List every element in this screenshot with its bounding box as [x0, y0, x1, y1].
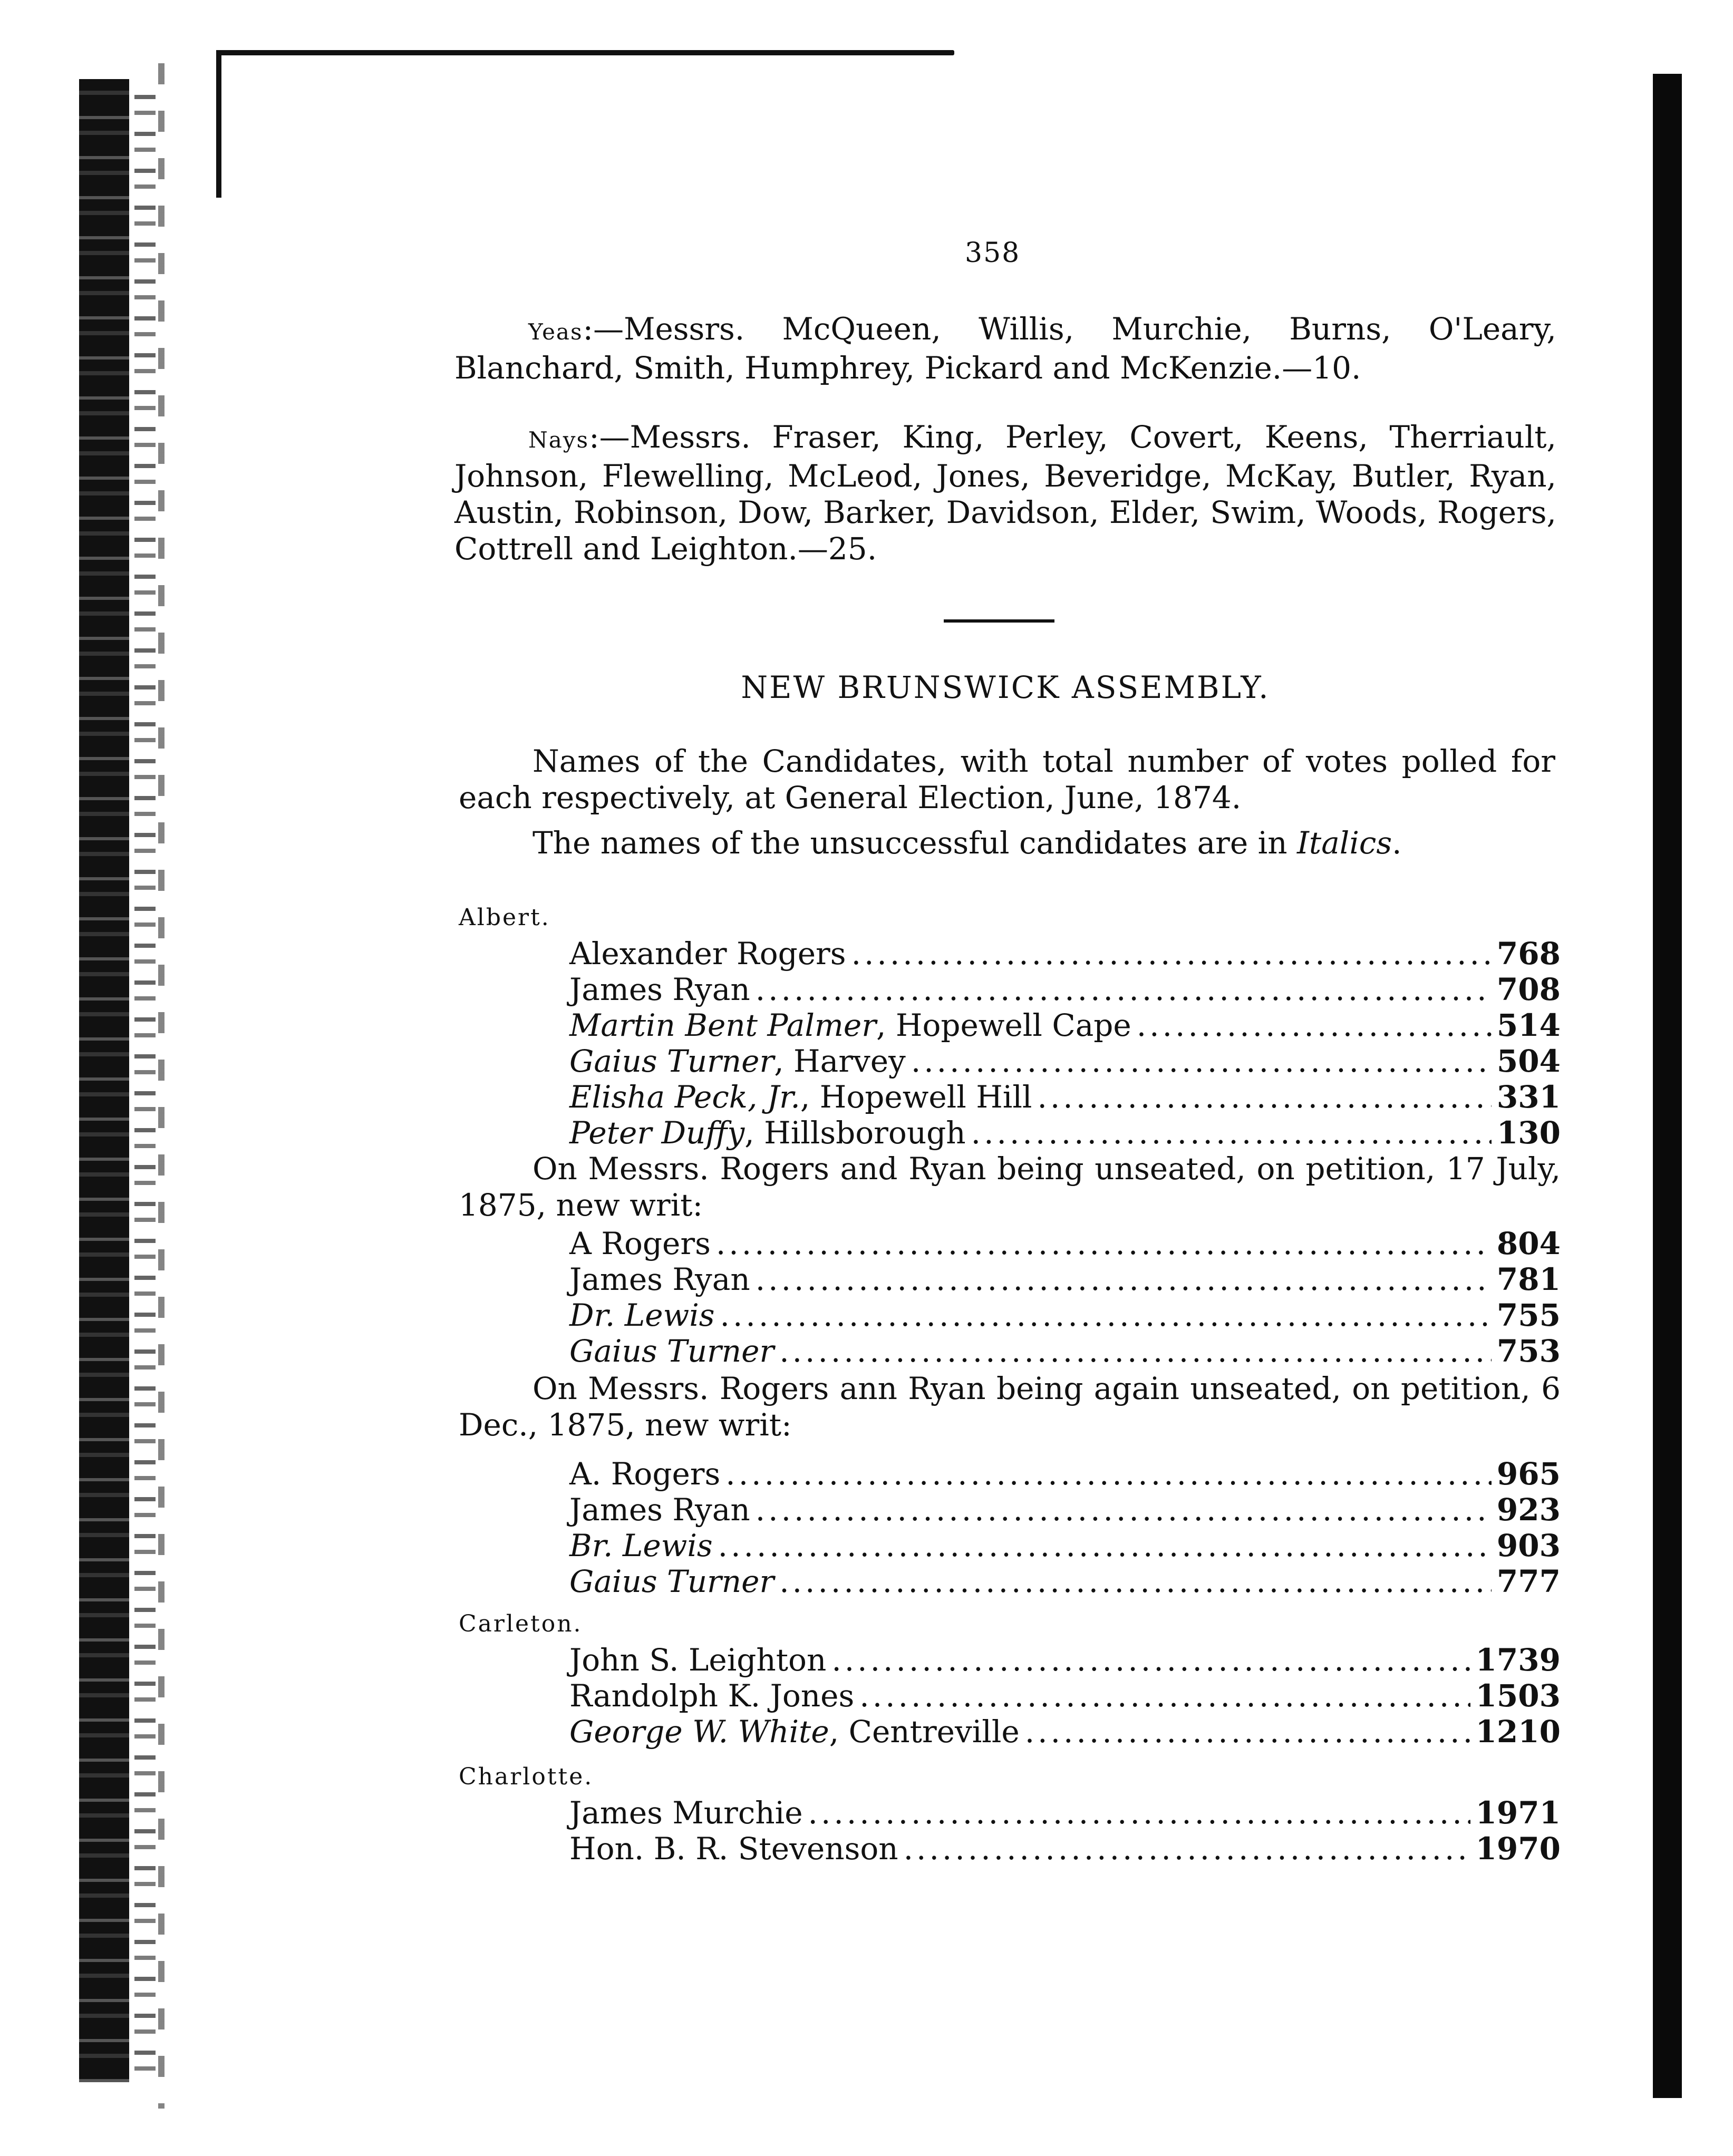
list-item — [569, 1043, 1561, 1079]
dot-leader — [859, 1678, 1470, 1714]
scan-binding-speckle — [158, 63, 164, 2109]
list-item — [569, 1492, 1561, 1528]
list-item — [569, 1456, 1561, 1492]
candidate-name: Gaius Turner — [569, 1043, 774, 1079]
vote-count: 965 — [1496, 1456, 1561, 1492]
candidate-name: John S. Leighton — [569, 1642, 827, 1678]
list-item — [569, 1297, 1561, 1333]
candidate-name: Br. Lewis — [569, 1528, 713, 1563]
vote-count: 768 — [1496, 936, 1561, 972]
vote-count: 1210 — [1475, 1714, 1561, 1750]
dot-leader — [808, 1795, 1470, 1831]
list-item — [569, 1261, 1561, 1297]
dot-leader — [1025, 1714, 1470, 1750]
dot-leader — [971, 1115, 1492, 1151]
vote-count: 1971 — [1475, 1795, 1561, 1831]
candidate-name: Alexander Rogers — [569, 936, 846, 972]
list-item — [569, 1831, 1561, 1867]
vote-count: 753 — [1496, 1333, 1561, 1369]
candidate-name: George W. White — [569, 1714, 829, 1750]
list-item — [569, 1528, 1561, 1563]
county-carleton-heading: Carleton. — [459, 1610, 583, 1637]
candidate-name: Martin Bent Palmer — [569, 1007, 876, 1043]
candidate-place: , Centreville — [829, 1714, 1020, 1750]
vote-count: 781 — [1496, 1261, 1561, 1297]
dot-leader — [779, 1563, 1492, 1599]
candidate-name: James Ryan — [569, 1492, 750, 1528]
candidate-name: A Rogers — [569, 1226, 711, 1261]
candidate-name: Dr. Lewis — [569, 1297, 715, 1333]
dot-leader — [851, 936, 1492, 972]
nays-label: Nays — [528, 427, 589, 453]
list-item — [569, 1226, 1561, 1261]
list-item — [569, 1007, 1561, 1043]
dot-leader — [1137, 1007, 1492, 1043]
intro-paragraph: Names of the Candidates, with total number of votes polled for each respectively, at General Election, June, 1874. — [459, 743, 1555, 815]
list-item — [569, 1563, 1561, 1599]
dot-leader — [725, 1456, 1492, 1492]
dot-leader — [718, 1528, 1492, 1563]
yeas-text: :—Messrs. McQueen, Willis, Murchie, Burns, O'Leary, Blanchard, Smith, Humphrey, Pickard and McKenzie.—10. — [454, 311, 1556, 386]
dot-leader — [756, 1261, 1492, 1297]
candidate-place: , Hopewell Hill — [800, 1079, 1032, 1115]
vote-count: 804 — [1496, 1226, 1561, 1261]
dot-leader — [720, 1297, 1492, 1333]
vote-count: 1739 — [1475, 1642, 1561, 1678]
list-item — [569, 972, 1561, 1007]
vote-count: 504 — [1496, 1043, 1561, 1079]
dot-leader — [831, 1642, 1470, 1678]
nays-paragraph — [454, 419, 1556, 567]
section-divider — [944, 619, 1054, 623]
intro-note-suffix: . — [1392, 825, 1402, 861]
scan-right-edge — [1653, 74, 1682, 2098]
scan-binding-shadow — [134, 95, 156, 2087]
dot-leader — [904, 1831, 1470, 1867]
dot-leader — [756, 972, 1492, 1007]
list-item — [569, 1642, 1561, 1678]
scan-binding-edge — [79, 79, 129, 2082]
list-item — [569, 1795, 1561, 1831]
candidate-place: , Harvey — [774, 1043, 906, 1079]
county-charlotte-heading: Charlotte. — [459, 1763, 594, 1790]
candidate-name: A. Rogers — [569, 1456, 721, 1492]
list-item — [569, 1714, 1561, 1750]
dot-leader — [756, 1492, 1492, 1528]
intro-note-prefix: The names of the unsuccessful candidates are in — [533, 825, 1297, 861]
dot-leader — [1037, 1079, 1491, 1115]
nays-text: :—Messrs. Fraser, King, Perley, Covert, Keens, Therriault, Johnson, Flewelling, McLeod, Jones, Beveridge, McKay, Butler, Ryan, Austin, Robinson, Dow, Barker, Davidson, Elder, Swim, Woods, Rogers, Cottrell and Leighton.—25. — [454, 419, 1556, 567]
yeas-paragraph — [454, 311, 1556, 386]
candidate-place: , Hopewell Cape — [876, 1007, 1131, 1043]
vote-count: 708 — [1496, 972, 1561, 1007]
dot-leader — [779, 1333, 1492, 1369]
by-election-note: On Messrs. Rogers ann Ryan being again unseated, on petition, 6 Dec., 1875, new writ: — [459, 1371, 1561, 1443]
by-election-note: On Messrs. Rogers and Ryan being unseated, on petition, 17 July, 1875, new writ: — [459, 1151, 1561, 1223]
candidate-name: Gaius Turner — [569, 1333, 774, 1369]
candidate-name: Gaius Turner — [569, 1563, 774, 1599]
yeas-label: Yeas — [528, 319, 583, 345]
county-albert-heading: Albert. — [459, 904, 550, 931]
candidate-name: James Ryan — [569, 972, 750, 1007]
scan-corner-edge — [216, 50, 221, 198]
scan-top-edge — [216, 50, 954, 55]
vote-count: 1503 — [1475, 1678, 1561, 1714]
list-item — [569, 1079, 1561, 1115]
list-item — [569, 1115, 1561, 1151]
candidate-name: Elisha Peck, Jr. — [569, 1079, 800, 1115]
candidate-name: James Murchie — [569, 1795, 803, 1831]
vote-count: 1970 — [1475, 1831, 1561, 1867]
vote-count: 777 — [1496, 1563, 1561, 1599]
list-item — [569, 1333, 1561, 1369]
vote-count: 923 — [1496, 1492, 1561, 1528]
intro-italics-note — [459, 825, 1555, 861]
intro-note-italic: Italics — [1297, 825, 1392, 861]
dot-leader — [716, 1226, 1492, 1261]
vote-count: 331 — [1496, 1079, 1561, 1115]
vote-count: 903 — [1496, 1528, 1561, 1563]
candidate-place: , Hillsborough — [744, 1115, 966, 1151]
dot-leader — [911, 1043, 1492, 1079]
page-number: 358 — [965, 237, 1021, 269]
section-heading: NEW BRUNSWICK ASSEMBLY. — [741, 669, 1270, 705]
vote-count: 755 — [1496, 1297, 1561, 1333]
list-item — [569, 936, 1561, 972]
candidate-name: Randolph K. Jones — [569, 1678, 855, 1714]
candidate-name: Peter Duffy — [569, 1115, 745, 1151]
vote-count: 130 — [1496, 1115, 1561, 1151]
vote-count: 514 — [1496, 1007, 1561, 1043]
candidate-name: James Ryan — [569, 1261, 750, 1297]
candidate-name: Hon. B. R. Stevenson — [569, 1831, 898, 1867]
list-item — [569, 1678, 1561, 1714]
